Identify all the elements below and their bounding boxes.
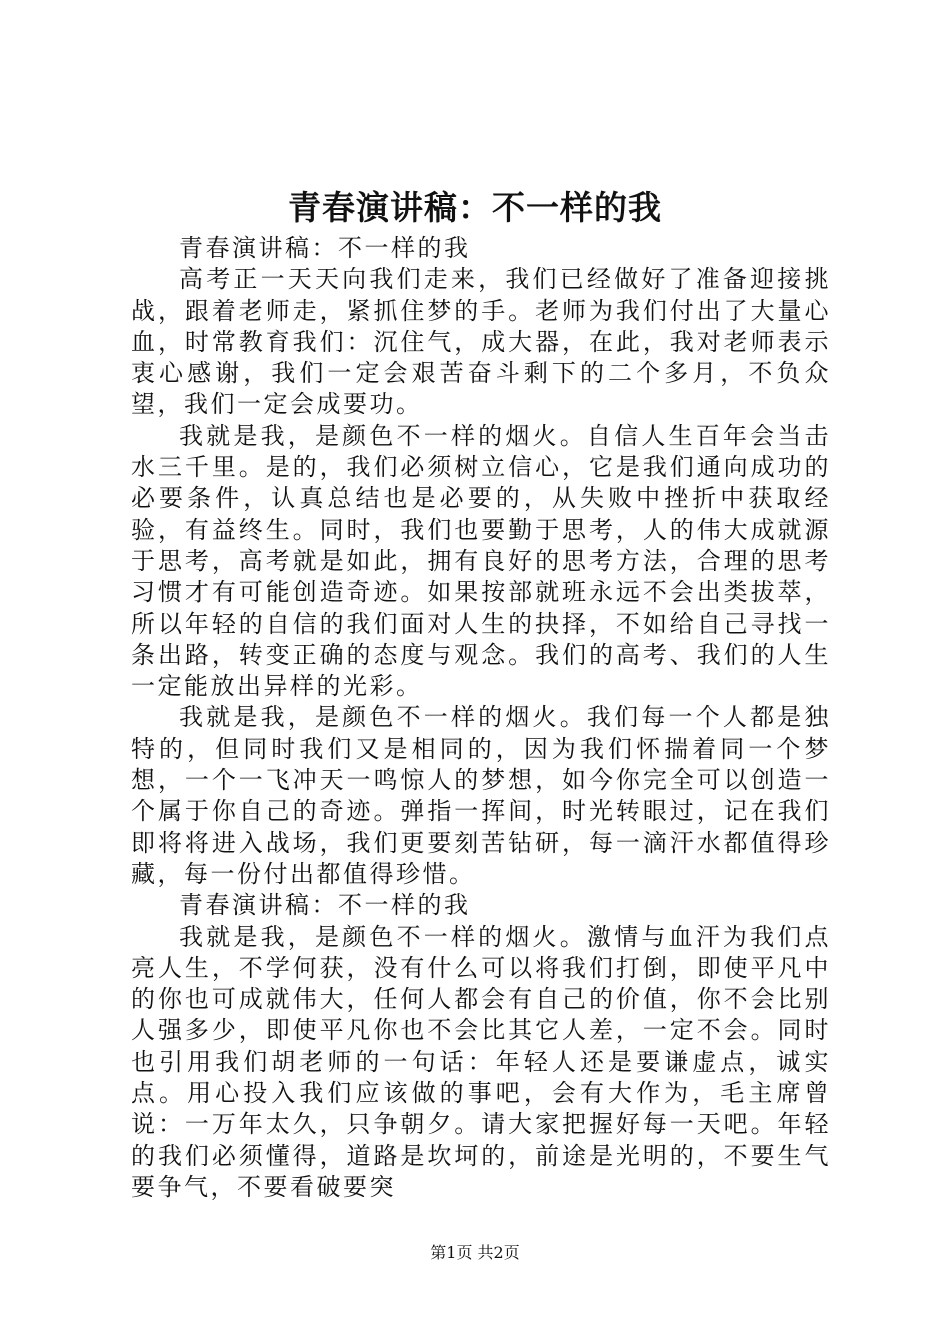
page-footer: 第1页 共2页: [430, 1243, 520, 1262]
body-paragraph: 高考正一天天向我们走来，我们已经做好了准备迎接挑战，跟着老师走，紧抓住梦的手。老师为我们付出了大量心血，时常教育我们：沉住气，成大器，在此，我对老师表示衷心感谢，我们一定会艰苦奋斗剩下的二个多月，不负众望，我们一定会成要功。: [131, 265, 831, 419]
body-paragraph: 青春演讲稿：不一样的我: [179, 891, 471, 920]
body-paragraph: 我就是我，是颜色不一样的烟火。激情与血汗为我们点亮人生，不学何获，没有什么可以将我们打倒，即使平凡中的你也可成就伟大，任何人都会有自己的价值，你不会比别人强多少，即使平凡你也不会比其它人差，一定不会。同时也引用我们胡老师的一句话：年轻人还是要谦虚点，诚实点。用心投入我们应该做的事吧，会有大作为，毛主席曾说：一万年太久，只争朝夕。请大家把握好每一天吧。年轻的我们必须懂得，道路是坎坷的，前途是光明的，不要生气要争气，不要看破要突: [131, 922, 831, 1201]
body-paragraph: 我就是我，是颜色不一样的烟火。我们每一个人都是独特的，但同时我们又是相同的，因为我们怀揣着同一个梦想，一个一飞冲天一鸣惊人的梦想，如今你完全可以创造一个属于你自己的奇迹。弹指一挥间，时光转眼过，记在我们即将将进入战场，我们更要刻苦钻研，每一滴汗水都值得珍藏，每一份付出都值得珍惜。: [131, 703, 831, 888]
document-title: 青春演讲稿：不一样的我: [288, 188, 662, 227]
body-paragraph: 青春演讲稿：不一样的我: [179, 234, 471, 262]
body-paragraph: 我就是我，是颜色不一样的烟火。自信人生百年会当击水三千里。是的，我们必须树立信心，它是我们通向成功的必要条件，认真总结也是必要的，从失败中挫折中获取经验，有益终生。同时，我们也要勤于思考，人的伟大成就源于思考，高考就是如此，拥有良好的思考方法，合理的思考习惯才有可能创造奇迹。如果按部就班永远不会出类拔萃，所以年轻的自信的我们面对人生的抉择，不如给自己寻找一条出路，转变正确的态度与观念。我们的高考、我们的人生一定能放出异样的光彩。: [131, 421, 831, 701]
document-body: [131, 233, 831, 1203]
